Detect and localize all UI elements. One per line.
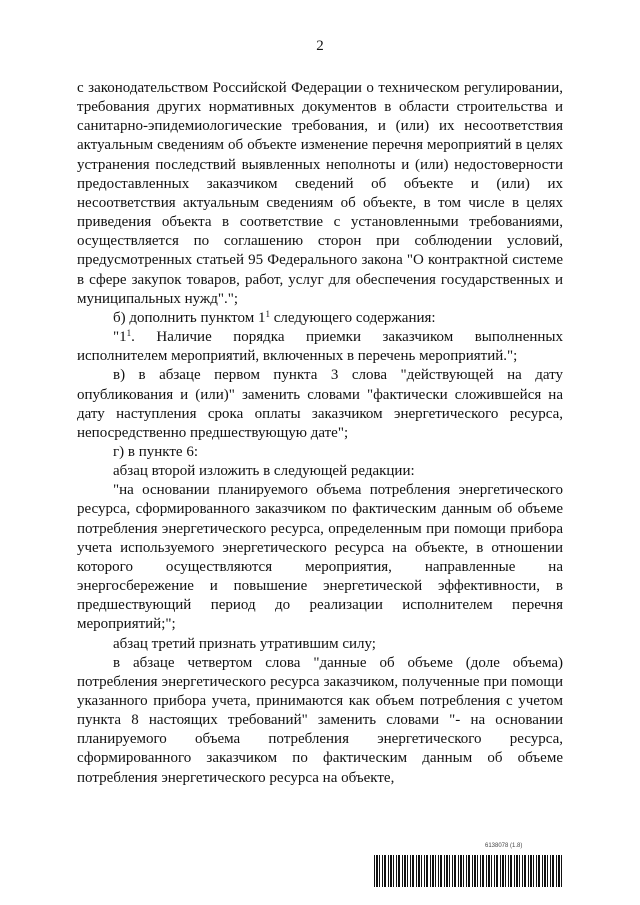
barcode-label: 6138078 (1.8) — [485, 843, 523, 849]
paragraph-abzac-3: абзац третий признать утратившим силу; — [113, 635, 376, 652]
paragraph-point-1-1 — [77, 328, 563, 366]
paragraph-quote: "на основании планируемого объема потребления энергетического ресурса, сформированного заказчиком по фактическим данным об объеме потребления энергетического ресурса, определенным при помощи прибора учета используемого энергетического ресурса на объекте, в отношении которого осуществляются мероприятия, направленные на энергосбережение и повышение энергетической эффективности, в предшествующий период до реализации исполнителем перечня мероприятий;"; — [77, 482, 563, 633]
point-superscript: 1 — [126, 328, 132, 339]
item-b-superscript: 1 — [265, 308, 270, 319]
page-number: 2 — [316, 38, 324, 54]
barcode — [374, 855, 563, 887]
document-body — [77, 79, 563, 788]
paragraph-abzac-2: абзац второй изложить в следующей редакции: — [113, 463, 415, 480]
point-text-end: . Наличие порядка приемки заказчиком выполненных исполнителем мероприятий, включенных в перечень мероприятий."; — [77, 329, 563, 365]
paragraph-item-b — [77, 309, 563, 328]
paragraph-item-g: г) в пункте 6: — [113, 443, 199, 460]
paragraph-item-v: в) в абзаце первом пункта 3 слова "действующей на дату опубликования и (или)" заменить словами "фактически сложившейся на дату наступления срока оплаты заказчиком энергетического ресурса, непосредственно предшествующую дате"; — [77, 367, 563, 441]
point-text-start: "1 — [113, 329, 127, 346]
paragraph-continuation: с законодательством Российской Федерации о техническом регулировании, требования других нормативных документов в области строительства и санитарно-эпидемиологические требования, и (или) их несоответствия актуальным сведениям об объекте изменение перечня мероприятий в целях устранения последствий выявленных неполноты и (или) недостоверности предоставленных заказчиком сведений об объекте и (или) их несоответствия актуальным сведениям об объекте, в том числе в целях приведения объекта в соответствие с установленными требованиями, осуществляется по соглашению сторон при соблюдении условий, предусмотренных статьей 95 Федерального закона "О контрактной системе в сфере закупок товаров, работ, услуг для обеспечения государственных и муниципальных нужд"."; — [77, 80, 563, 307]
item-b-text-end: следующего содержания: — [269, 309, 436, 326]
paragraph-abzac-4: в абзаце четвертом слова "данные об объеме (доле объема) потребления энергетического ресурса заказчиком, полученные при помощи указанного прибора учета, принимаются как объем потребления с учетом пункта 8 настоящих требований" заменить словами "- на основании планируемого объема потребления энергетического ресурса, сформированного заказчиком по фактическим данным об объеме потребления энергетического ресурса на объекте, — [77, 654, 563, 786]
item-b-text: б) дополнить пунктом 1 — [113, 309, 266, 326]
